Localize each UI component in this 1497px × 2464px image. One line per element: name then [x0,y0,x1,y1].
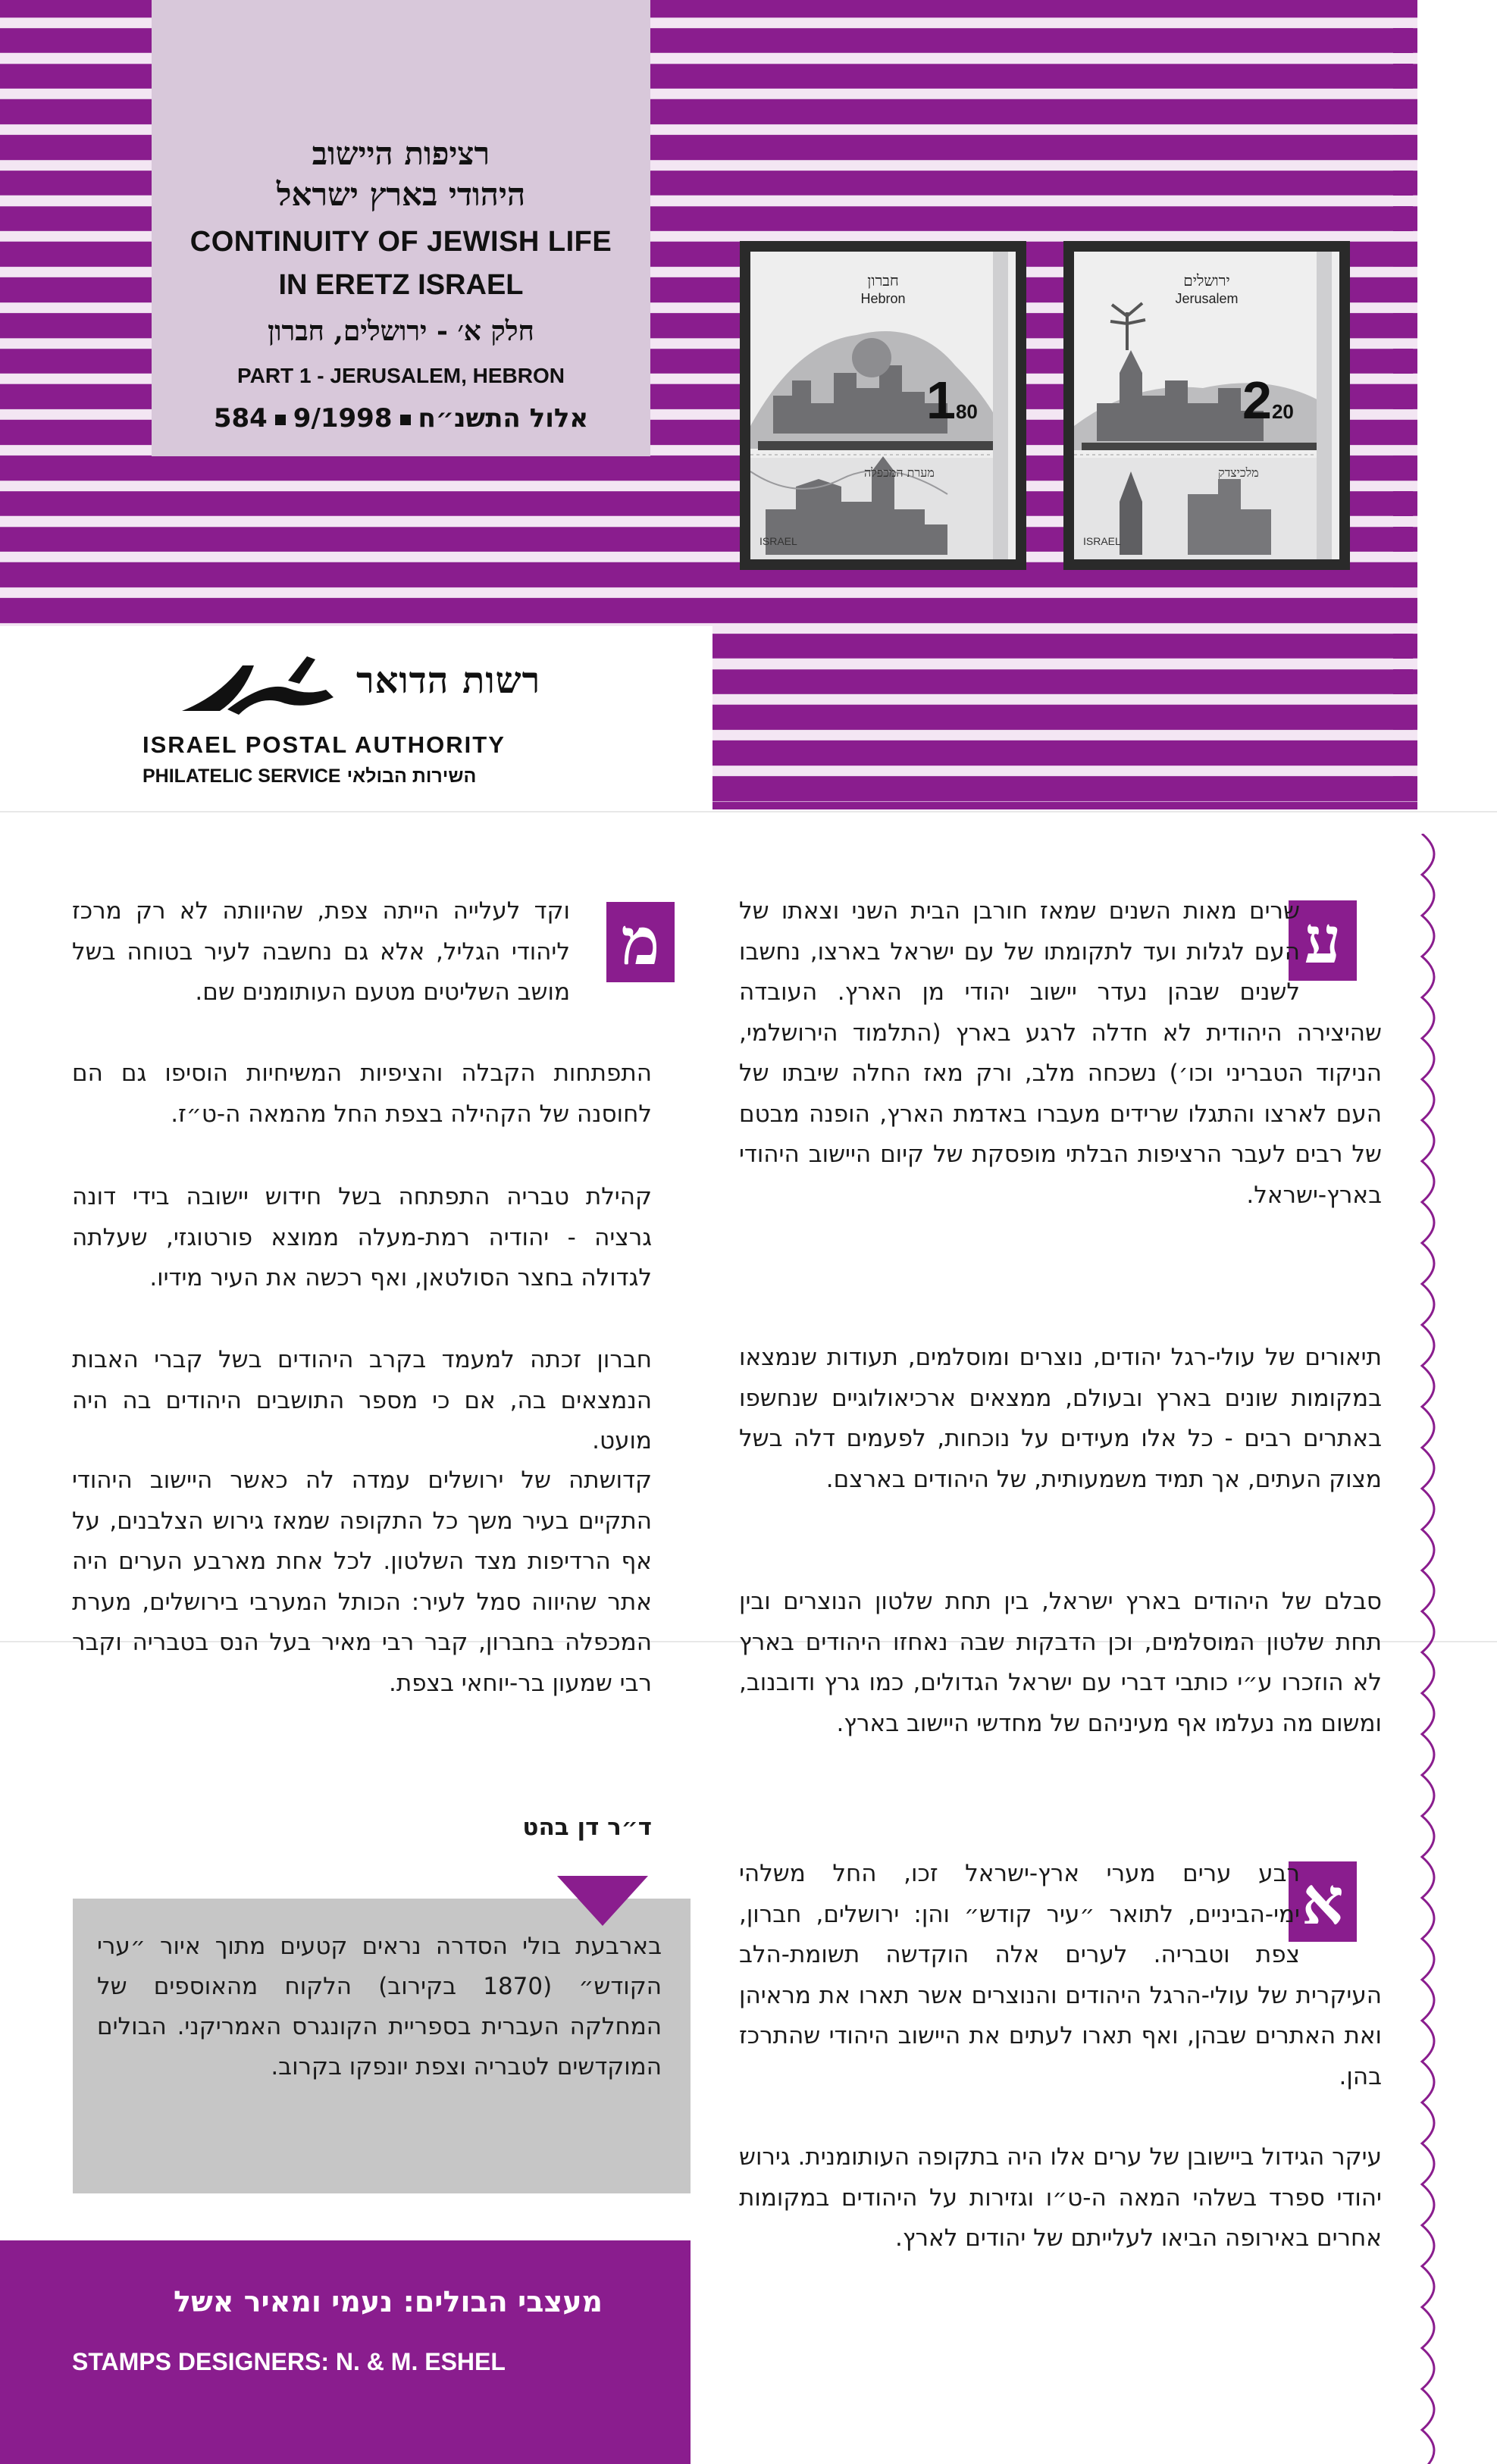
stamp-jerusalem [1063,241,1350,570]
stamp-hebron-value: 180 [926,371,978,430]
band-tooth [1393,349,1420,374]
band-margin [1417,0,1497,809]
right-paragraph-5: עיקר הגידול ביישובן של ערים אלו היה בתקופה העותומנית. גירוש יהודי ספרד בשלהי המאה ה-ט״ו וגזירות על היהודים במקומות אחרים באירופה הביאו לעלייתם של יהודים לארץ. [739,2143,1382,2252]
band-tooth [1393,242,1420,267]
drop-cap-spacer [1300,1854,1382,1937]
drop-cap-mem: מ [606,902,675,982]
band-tooth [1393,562,1420,587]
authority-name-hebrew: רשות הדואר [356,659,541,702]
right-paragraph-1: שרים מאות השנים שמאז חורבן הבית השני וצאתו של העם לגלות ועד לתקומתו של עם ישראל בארצו, נחשבו לשנים שבהן נעדר יישוב יהודי מן הארץ. העובדה שהיצירה היהודית לא חדלה לרגע בארץ (התלמוד הירושלמי, הניקוד הטבריני וכו׳) נשכחה מלב, ורק מאז החלה שיבתו של העם לארצו והתגלו שרידים מעברו באדמת הארץ, הופנה מבטם של רבים לעבר הרציפות הבלתי מופסקת של קיום היישוב היהודי בארץ-ישראל. [739,891,1382,1216]
left-paragraph-1: וקד לעלייה הייתה צפת, שהיוותה לא רק מרכז ליהודי הגליל, אלא גם נחשבה לעיר בטוחה בשל מושב השליטים מטעם העותומנים שם. [72,891,652,1013]
stamp-hebron-city-en: Hebron [860,291,906,306]
drop-cap-ayin: ע [1289,900,1357,981]
band-tooth [1393,491,1420,516]
philatelic-service [142,765,482,787]
authority-name-english: ISRAEL POSTAL AUTHORITY [142,731,506,758]
band-tooth [1393,527,1420,552]
band-tooth [1393,384,1420,409]
stamp-jerusalem-country: ISRAEL [1083,535,1121,547]
band-tooth [1393,740,1420,765]
band-tooth [1393,705,1420,730]
right-paragraph-3: סבלם של היהודים בארץ ישראל, בין תחת שלטון הנוצרים ובין תחת שלטון המוסלמים, וכן הדבקות שבה נאחזו היהודים בארץ לא הוזכרו ע״י כותבי דברי עם ישראל הגדולים, כמו גרץ ודובנוב, ומשום מה נעלמו אף מעיניהם של מחדשי היישוב בארץ. [739,1588,1382,1737]
band-tooth [1393,598,1420,623]
band-tooth [1393,64,1420,89]
stamp-hebron-tab-label: מערת המכפלה [864,465,935,480]
title-english-line-1: CONTINUITY OF JEWISH LIFE [189,226,612,258]
title-english-line-2: IN ERETZ ISRAEL [278,269,524,301]
philatelic-service-hebrew: השירות הבולאי [346,765,477,787]
band-tooth [1393,456,1420,481]
band-tooth [1393,206,1420,231]
drop-cap-spacer [570,891,652,975]
note-text: בארבעת בולי הסדרה נראים קטעים מתוך איור ״ערי הקודש״ (1870 בקירוב) הלקוח מהאוספים של המחלקה העברית בספריית הקונגרס האמריקני. הבולים המוקדשים לטבריה וצפת יונפקו בקרוב. [97,1933,662,2080]
part-english: PART 1 - JERUSALEM, HEBRON [237,364,565,387]
square-bullet-icon [400,415,411,425]
stamp-jerusalem-city-he: ירושלים [1183,271,1230,290]
stamp-jerusalem-value: 220 [1242,371,1294,430]
left-paragraph-2: התפתחות הקבלה והציפיות המשיחיות הוסיפו גם הם לחוסנה של הקהילה בצפת החל מהמאה ה-ט״ז. [72,1060,652,1128]
stamp-jerusalem-tab-label: מלכיצדק [1218,465,1259,480]
left-paragraph-5: קדושתה של ירושלים עמדה לה כאשר היישוב היהודי התקיים בעיר משך כל התקופה שמאז גירוש הצלבנים, על אף הרדיפות מצד השלטון. לכל אחת מארבע הערים היה אתר שהיווה סמל לעיר: הכותל המערבי בירושלים, מערת המכפלה בחברון, קבר רבי מאיר בעל הנס בטבריה וקבר רבי שמעון בר-יוחאי בצפת. [72,1467,652,1697]
philatelic-service-english: PHILATELIC SERVICE [142,765,341,787]
band-tooth [1393,634,1420,659]
drop-cap-alef: א [1289,1861,1357,1942]
band-tooth [1393,776,1420,801]
title-panel [152,0,650,456]
right-paragraph-4: רבע ערים מערי ארץ-ישראל זכו, החל משלהי ימי-הביניים, לתואר ״עיר קודש״ והן: ירושלים, חברון, צפת וטבריה. לערים אלה הוקדשה תשומת-הלב העיקרית של עולי-הרגל היהודים והנוצרים אשר תארו את מראיהן ואת האתרים שבהן, ואף תארו לעתים את היישוב היהודי שהתרכז בהן. [739,1854,1382,2097]
band-tooth [1393,0,1420,17]
stamp-hebron-city-he: חברון [867,271,899,290]
issue-date: 9/1998 [293,403,393,434]
square-bullet-icon [275,415,286,425]
band-tooth [1393,171,1420,196]
band-tooth [1393,420,1420,445]
left-paragraph-3: קהילת טבריה התפתחה בשל חידוש יישובה בידי דונה גרציה - יהודיה רמת-מעלה ממוצא פורטוגזי, שעלתה לגדולה בחצר הסולטאן, ואף רכשה את העיר מידיו. [72,1183,652,1291]
fold-line [0,811,1497,812]
right-paragraph-2: תיאורים של עולי-רגל יהודים, נוצרים ומוסלמים, תעודות שנמצאו במקומות שונים בארץ ובעולם, ממצאים ארכיאולוגיים שנחשפו באתרים רבים - כל אלו מעידים על נוכחות, לפעמים דלה בשל מצוק העתים, אך תמיד משמעותית, של היהודים בארצם. [739,1344,1382,1493]
stamp-jerusalem-city-en: Jerusalem [1175,291,1239,306]
author-signature: ד״ר דן בהט [522,1814,652,1841]
band-tooth [1393,277,1420,302]
designers-english: STAMPS DESIGNERS: N. & M. ESHEL [72,2348,506,2375]
title-hebrew-line-2: היהודי בארץ ישראל [276,176,526,213]
left-paragraph-4: חברון זכתה למעמד בקרב היהודים בשל קברי האבות הנמצאים בה, אם כי מספר התושבים היהודים בה היה מועט. [72,1346,652,1454]
band-tooth [1393,28,1420,53]
band-tooth [1393,135,1420,160]
scallop-line [1422,834,1434,2464]
stamp-hebron-country: ISRAEL [759,535,797,547]
band-tooth [1393,313,1420,338]
issue-month: אלול התשנ״ח [418,403,589,434]
scalloped-edge [1407,834,1467,2464]
down-triangle-icon [557,1876,648,1929]
stamp-hebron [740,241,1026,570]
band-tooth [1393,669,1420,694]
band-tooth [1393,99,1420,124]
issue-number: 584 [213,403,268,434]
posthorn-logo-icon [174,650,349,726]
title-hebrew-line-1: רציפות היישוב [312,135,490,172]
drop-cap-spacer [1300,891,1382,975]
issue-line [152,403,650,434]
designers-hebrew: מעצבי הבולים: נעמי ומאיר אשל [173,2285,603,2318]
part-hebrew: חלק א׳ - ירושלים, חברון [268,315,534,347]
